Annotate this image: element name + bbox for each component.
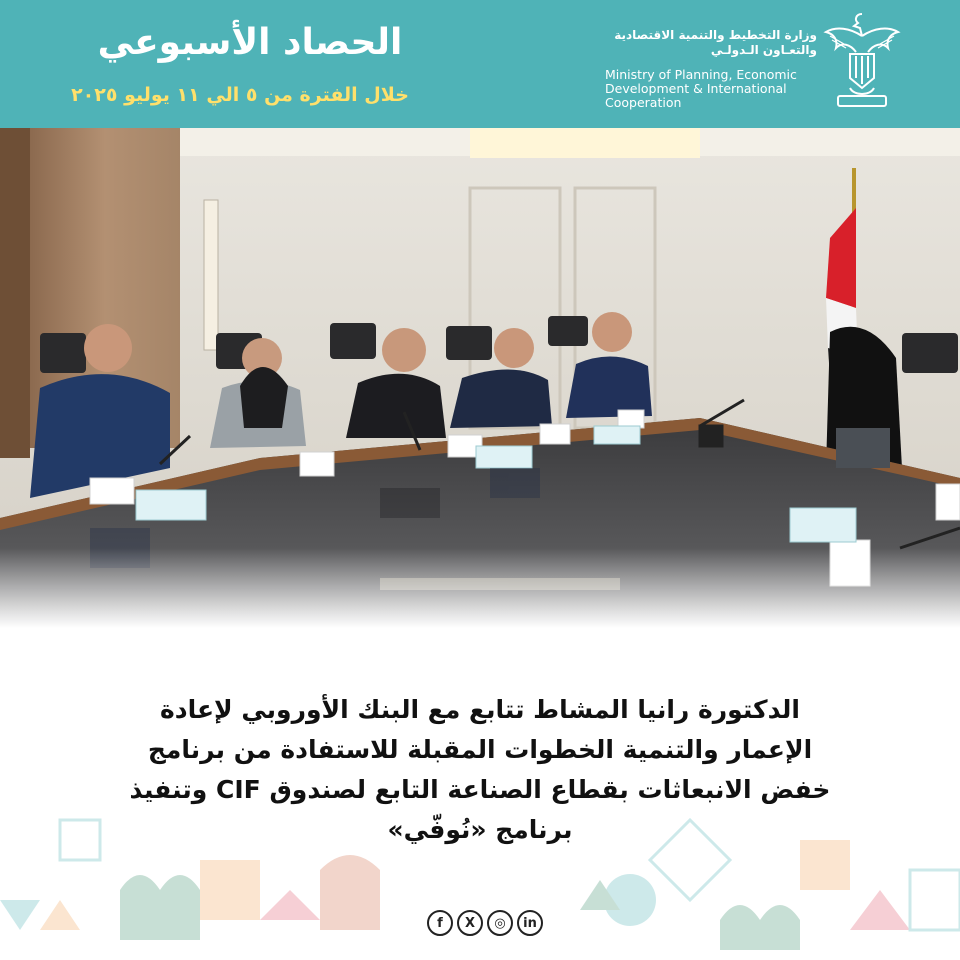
social-links: [420, 910, 550, 942]
article-headline-line1: الدكتورة رانيا المشاط تتابع مع البنك الأوروبي لإعادة: [160, 695, 800, 724]
ministry-name-ar: [592, 28, 817, 58]
header-subtitle: خلال الفترة من ٥ الي ١١ يوليو ٢٠٢٥: [71, 84, 409, 106]
header-title: الحصاد الأسبوعي: [97, 22, 403, 63]
header-banner: [0, 0, 960, 128]
eagle-emblem-icon: [820, 8, 904, 116]
article-headline-line3: خفض الانبعاثات بقطاع الصناعة التابع لصندوق CIF وتنفيذ: [129, 775, 831, 804]
x-twitter-icon[interactable]: X: [457, 910, 483, 936]
instagram-icon[interactable]: ◎: [487, 910, 513, 936]
linkedin-icon[interactable]: in: [517, 910, 543, 936]
article-headline-line4: برنامج «نُوفّي»: [387, 815, 573, 844]
facebook-icon[interactable]: f: [427, 910, 453, 936]
article-headline: [60, 690, 900, 850]
ministry-name-en-line2: Development & International: [605, 81, 787, 96]
ministry-name-en-line1: Ministry of Planning, Economic: [605, 67, 797, 82]
ministry-name-ar-line2: والتعـاون الـدولـي: [710, 43, 817, 57]
ministry-name-en: [605, 68, 835, 110]
meeting-photo: [0, 128, 960, 628]
ministry-name-en-line3: Cooperation: [605, 95, 682, 110]
ministry-name-ar-line1: وزارة التخطيط والتنمية الاقتصادية: [614, 28, 817, 42]
article-headline-line2: الإعمار والتنمية الخطوات المقبلة للاستفادة من برنامج: [147, 735, 813, 764]
